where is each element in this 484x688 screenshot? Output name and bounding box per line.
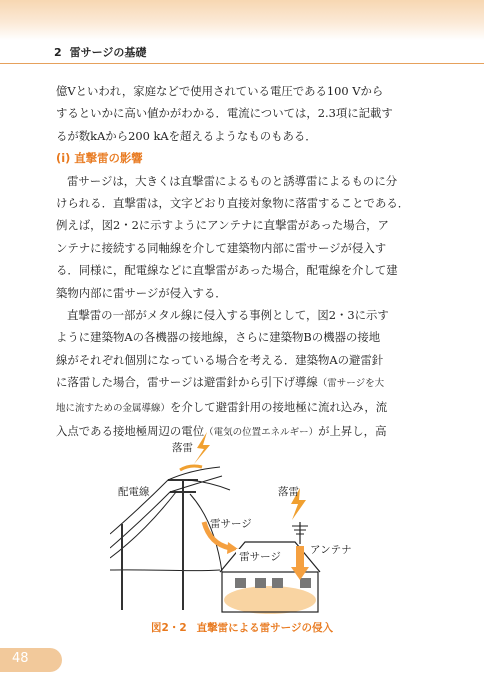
page-number-tab bbox=[0, 648, 62, 672]
house-window bbox=[300, 578, 311, 588]
caption-text: 直撃雷による雷サージの侵入 bbox=[196, 622, 333, 634]
body-note: （電気の位置エネルギー） bbox=[204, 427, 319, 439]
body-line: ように建築物Aの各機器の接地線，さらに建築物Bの機器の接地 bbox=[56, 330, 381, 345]
ground-line bbox=[110, 570, 220, 571]
body-note: 地に流すための金属導線） bbox=[56, 402, 171, 414]
surge-arrow bbox=[296, 546, 304, 568]
body-line: 億Vといわれ，家庭などで使用されている電圧である100 Vから bbox=[56, 84, 384, 98]
page-number: 48 bbox=[12, 651, 29, 666]
chapter-title: 雷サージの基礎 bbox=[69, 46, 147, 59]
label-distribution-line: 配電線 bbox=[118, 486, 150, 498]
body-text-run: を介して避雷針用の接地極に流れ込み，流 bbox=[170, 399, 388, 414]
house-window bbox=[272, 578, 283, 588]
body-note: （雷サージを大 bbox=[317, 378, 385, 390]
body-line: 直撃雷の一部がメタル線に侵入する事例として，図2・3に示す bbox=[67, 308, 389, 323]
caption-number: 図2・2 bbox=[151, 622, 187, 634]
lightning-icon bbox=[194, 432, 210, 464]
lightning-impact bbox=[180, 466, 202, 470]
house-window bbox=[235, 578, 246, 588]
header-rule bbox=[0, 63, 484, 64]
body-text-run: に落雷した場合，雷サージは避雷針から引下げ導線 bbox=[56, 375, 318, 390]
distribution-wire bbox=[188, 480, 230, 490]
section-heading: (i) 直撃雷の影響 bbox=[56, 151, 143, 166]
label-surge-1: 雷サージ bbox=[210, 518, 252, 530]
body-line: 例えば，図2・2に示すようにアンテナに直撃雷があった場合，ア bbox=[56, 218, 389, 233]
chapter-number: 2 bbox=[54, 46, 62, 59]
body-line bbox=[56, 371, 426, 395]
body-line: するといかに高い値かがわかる．電流については，2.3項に記載す bbox=[56, 106, 393, 121]
body-text-run: 入点である接地極周辺の電位 bbox=[56, 424, 205, 439]
body-line: るが数kAから200 kAを超えるようなものもある． bbox=[56, 128, 317, 143]
chapter-heading bbox=[54, 44, 146, 60]
body-line: ンテナに接続する同軸線を介して建築物内部に雷サージが侵入す bbox=[56, 240, 387, 255]
house-window bbox=[255, 578, 266, 588]
label-surge-2: 雷サージ bbox=[236, 549, 284, 565]
body-text-run: が上昇し，高 bbox=[318, 424, 387, 439]
label-antenna: アンテナ bbox=[310, 544, 352, 556]
body-text bbox=[56, 80, 426, 445]
body-line: る．同様に，配電線などに直撃雷があった場合，配電線を介して建 bbox=[56, 263, 398, 278]
label-strike-1: 落雷 bbox=[172, 442, 193, 454]
body-line bbox=[56, 396, 426, 420]
body-line: 雷サージは，大きくは直撃雷によるものと誘導雷によるものに分 bbox=[67, 173, 398, 188]
body-line: 線がそれぞれ個別になっている場合を考える．建築物Aの避雷針 bbox=[56, 352, 384, 367]
body-line: けられる．直撃雷は，文字どおり直接対象物に落雷することである． bbox=[56, 196, 410, 211]
header-band bbox=[0, 0, 484, 40]
label-strike-2: 落雷 bbox=[278, 486, 299, 498]
body-line: 築物内部に雷サージが侵入する． bbox=[56, 285, 227, 300]
figure-caption bbox=[0, 620, 484, 635]
figure-2-2 bbox=[110, 432, 370, 617]
house-glow bbox=[224, 586, 316, 614]
